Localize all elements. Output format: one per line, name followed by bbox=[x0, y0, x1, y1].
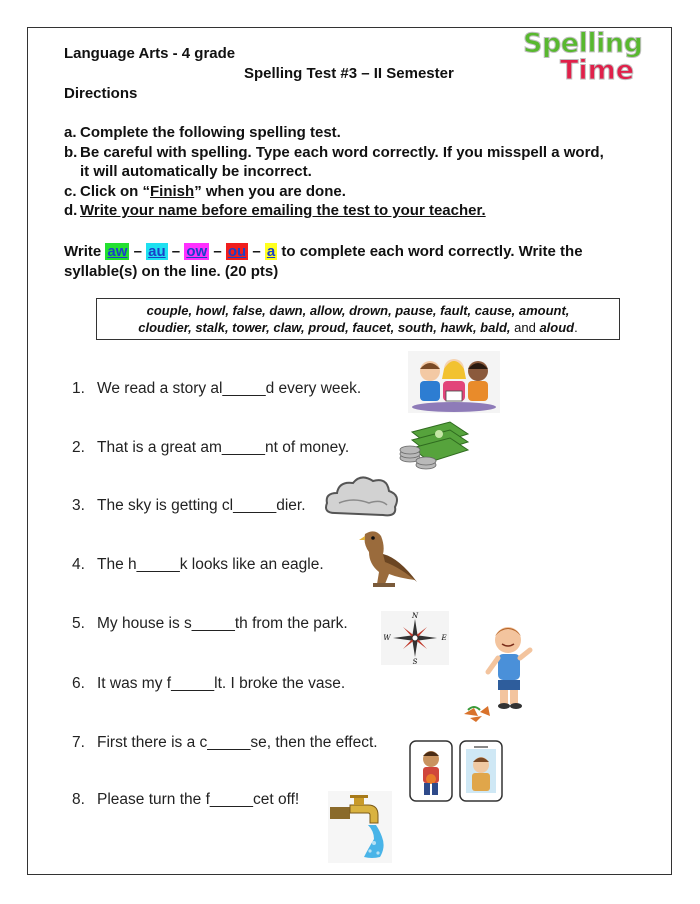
question-7[interactable]: 7. First there is a c_____se, then the effect. bbox=[72, 734, 378, 751]
boy-broken-vase-picture bbox=[460, 620, 540, 722]
question-1[interactable]: 1. We read a story al_____d every week. bbox=[72, 380, 362, 397]
kids-reading-picture bbox=[408, 351, 500, 413]
direction-a: a. Complete the following spelling test. bbox=[64, 124, 341, 141]
money-stack-picture bbox=[398, 418, 470, 472]
question-4[interactable]: 4. The h_____k looks like an eagle. bbox=[72, 556, 324, 573]
question-3[interactable]: 3. The sky is getting cl_____dier. bbox=[72, 497, 306, 514]
spelling-time-logo bbox=[520, 30, 660, 92]
compass-s: S bbox=[412, 658, 418, 665]
logo-line2: Time bbox=[560, 55, 635, 86]
test-title: Spelling Test #3 – II Semester bbox=[244, 65, 454, 82]
direction-c: c. Click on “Finish” when you are done. bbox=[64, 182, 346, 200]
instruction: Write aw – au – ow – ou – a to complete each word correctly. Write the syllable(s) on the line. (20 pts) bbox=[64, 243, 583, 280]
direction-b: b. Be careful with spelling. Type each word correctly. If you misspell a word, bbox=[64, 143, 604, 161]
faucet-picture bbox=[328, 791, 392, 863]
compass-w: W bbox=[383, 634, 391, 642]
question-2[interactable]: 2. That is a great am_____nt of money. bbox=[72, 439, 350, 456]
syllable-ow: ow bbox=[186, 243, 208, 260]
syllable-a: a bbox=[266, 243, 276, 260]
directions-heading: Directions bbox=[64, 85, 138, 102]
cause-effect-cards-picture bbox=[408, 739, 504, 803]
compass-e: E bbox=[441, 634, 447, 642]
course-title: Language Arts - 4 grade bbox=[64, 45, 236, 62]
syllable-ou: ou bbox=[227, 243, 247, 260]
syllable-aw: aw bbox=[107, 243, 128, 260]
question-5[interactable]: 5. My house is s_____th from the park. bbox=[72, 615, 348, 632]
word-bank-line1: couple, howl, false, dawn, allow, drown, pause, fault, cause, amount, bbox=[146, 303, 570, 318]
directions-list bbox=[64, 123, 664, 221]
question-6[interactable]: 6. It was my f_____lt. I broke the vase. bbox=[72, 675, 346, 692]
question-8[interactable]: 8. Please turn the f_____cet off! bbox=[72, 791, 300, 808]
hawk-picture bbox=[355, 528, 421, 590]
syllable-au: au bbox=[148, 243, 166, 260]
finish-link[interactable]: Finish bbox=[150, 182, 195, 200]
cloud-picture bbox=[323, 473, 401, 523]
direction-b-cont: it will automatically be incorrect. bbox=[80, 163, 312, 180]
word-bank: couple, howl, false, dawn, allow, drown, pause, fault, cause, amount, cloudier, stalk, tower, claw, proud, faucet, south, hawk, bald, and aloud. bbox=[96, 298, 620, 340]
compass-rose-picture bbox=[381, 611, 449, 665]
direction-d: d. Write your name before emailing the test to your teacher. bbox=[64, 202, 486, 219]
compass-n: N bbox=[411, 612, 419, 620]
logo-line1: Spelling bbox=[523, 28, 643, 59]
